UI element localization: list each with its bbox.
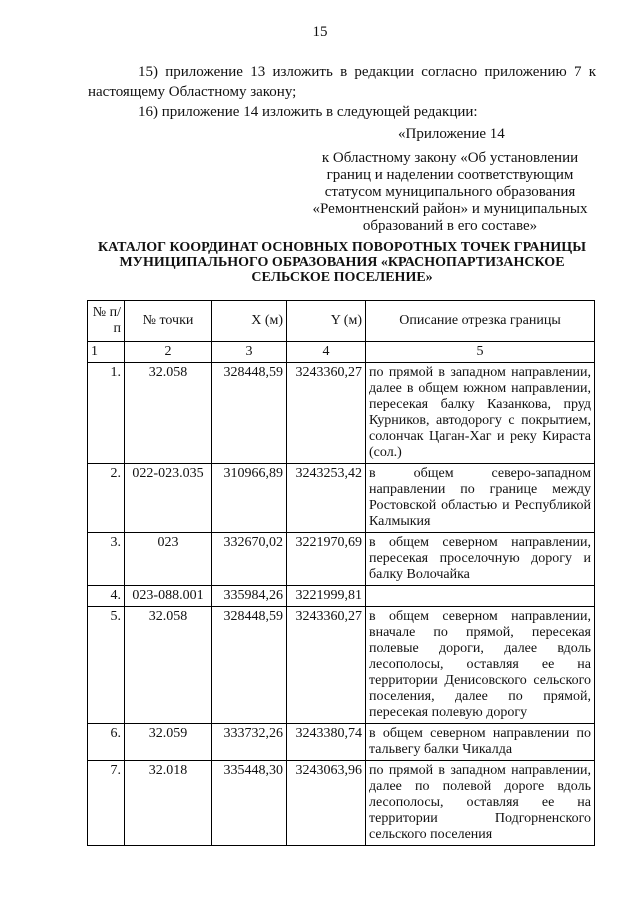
page-number: 15: [312, 24, 328, 40]
col-number: 5: [366, 342, 595, 363]
row-point: 32.058: [125, 363, 212, 464]
row-index: 2.: [88, 464, 125, 533]
row-x: 332670,02: [212, 533, 287, 586]
row-point: 023-088.001: [125, 586, 212, 607]
col-number: 2: [125, 342, 212, 363]
row-x: 333732,26: [212, 724, 287, 761]
appendix-subtitle: к Областному закону «Об установлении границ и наделении соответствующим статусом муниципального образования «Ремонтненский район» и муниципальных образований в его составе»: [312, 150, 588, 234]
row-index: 7.: [88, 761, 125, 846]
row-description: в общем северном направлении, вначале по прямой, пересекая полевые дороги, далее вдоль лесополосы, оставляя ее на территории Денисовского сельского поселения, далее по прямой, пересекая полевую дорогу: [366, 607, 595, 724]
row-y: 3243063,96: [287, 761, 366, 846]
paragraph-16: 16) приложение 14 изложить в следующей редакции:: [138, 104, 478, 120]
header-y: Y (м): [287, 301, 366, 342]
col-number: 4: [287, 342, 366, 363]
header-description: Описание отрезка границы: [366, 301, 595, 342]
row-description: в общем северном направлении, пересекая проселочную дорогу и балку Волочайка: [366, 533, 595, 586]
table-header-row: [88, 301, 595, 342]
table-row: [88, 464, 595, 533]
row-x: 335984,26: [212, 586, 287, 607]
row-description: в общем северном направлении по тальвегу балки Чикалда: [366, 724, 595, 761]
paragraph-15: 15) приложение 13 изложить в редакции согласно приложению 7 к настоящему Областному закону;: [88, 64, 596, 100]
row-point: 022-023.035: [125, 464, 212, 533]
row-y: 3243380,74: [287, 724, 366, 761]
row-point: 023: [125, 533, 212, 586]
row-point: 32.018: [125, 761, 212, 846]
row-point: 32.058: [125, 607, 212, 724]
row-x: 310966,89: [212, 464, 287, 533]
table-row: [88, 533, 595, 586]
col-number: 1: [88, 342, 125, 363]
row-description: по прямой в западном направлении, далее в общем южном направлении, пересекая балку Казанкова, пруд Курников, автодорогу с покрытием, солончак Цаган-Хаг и реку Кираста (сол.): [366, 363, 595, 464]
coordinates-table: [87, 300, 595, 846]
row-index: 6.: [88, 724, 125, 761]
row-y: 3243360,27: [287, 363, 366, 464]
row-y: 3243253,42: [287, 464, 366, 533]
row-index: 3.: [88, 533, 125, 586]
table-row: [88, 724, 595, 761]
row-x: 335448,30: [212, 761, 287, 846]
row-index: 4.: [88, 586, 125, 607]
col-number: 3: [212, 342, 287, 363]
row-point: 32.059: [125, 724, 212, 761]
row-description: [366, 586, 595, 607]
row-index: 5.: [88, 607, 125, 724]
row-y: 3243360,27: [287, 607, 366, 724]
row-y: 3221999,81: [287, 586, 366, 607]
header-point: № точки: [125, 301, 212, 342]
catalog-title: КАТАЛОГ КООРДИНАТ ОСНОВНЫХ ПОВОРОТНЫХ ТОЧЕК ГРАНИЦЫ МУНИЦИПАЛЬНОГО ОБРАЗОВАНИЯ «КРАСНОПАРТИЗАНСКОЕ СЕЛЬСКОЕ ПОСЕЛЕНИЕ»: [98, 240, 586, 285]
row-y: 3221970,69: [287, 533, 366, 586]
table-row: [88, 607, 595, 724]
table-row: [88, 363, 595, 464]
header-index: № п/п: [88, 301, 125, 342]
table-row: [88, 586, 595, 607]
row-index: 1.: [88, 363, 125, 464]
row-description: в общем северо-западном направлении по границе между Ростовской областью и Республикой Калмыкия: [366, 464, 595, 533]
row-description: по прямой в западном направлении, далее по полевой дороге вдоль лесополосы, оставляя ее на территории Подгорненского сельского поселения: [366, 761, 595, 846]
row-x: 328448,59: [212, 363, 287, 464]
table-row: [88, 761, 595, 846]
header-x: X (м): [212, 301, 287, 342]
appendix-title: «Приложение 14: [398, 126, 505, 142]
column-number-row: [88, 342, 595, 363]
row-x: 328448,59: [212, 607, 287, 724]
